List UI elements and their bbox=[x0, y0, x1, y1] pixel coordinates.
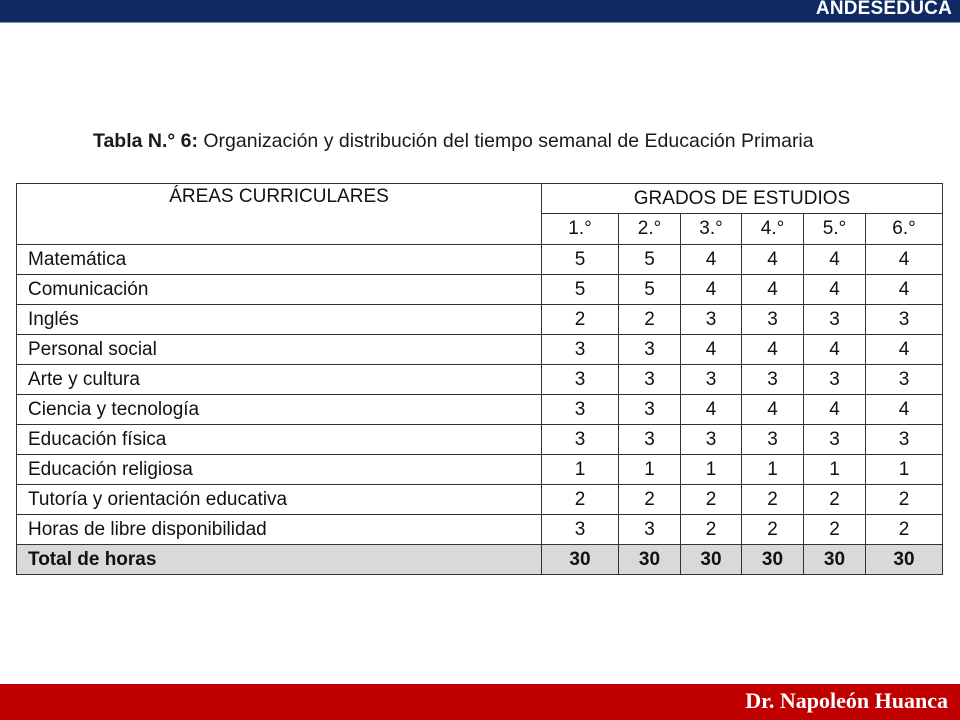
table-row bbox=[17, 395, 943, 425]
grades-header: GRADOS DE ESTUDIOS bbox=[542, 184, 943, 214]
table-row bbox=[17, 485, 943, 515]
hours-cell: 3 bbox=[681, 365, 742, 395]
author-name: Dr. Napoleón Huanca bbox=[745, 688, 948, 713]
header-bar bbox=[0, 0, 960, 23]
total-row bbox=[17, 545, 943, 575]
grade-header: 3.° bbox=[681, 214, 742, 245]
hours-cell: 4 bbox=[742, 395, 804, 425]
total-label: Total de horas bbox=[17, 545, 542, 575]
grade-header: 5.° bbox=[804, 214, 866, 245]
hours-cell: 4 bbox=[804, 395, 866, 425]
area-name: Horas de libre disponibilidad bbox=[17, 515, 542, 545]
hours-cell: 4 bbox=[742, 245, 804, 275]
grade-header: 2.° bbox=[619, 214, 681, 245]
hours-cell: 3 bbox=[804, 305, 866, 335]
hours-cell: 1 bbox=[619, 455, 681, 485]
hours-cell: 3 bbox=[804, 365, 866, 395]
hours-cell: 4 bbox=[681, 245, 742, 275]
hours-cell: 4 bbox=[866, 335, 943, 365]
area-name: Ciencia y tecnología bbox=[17, 395, 542, 425]
hours-cell: 2 bbox=[866, 515, 943, 545]
area-name: Arte y cultura bbox=[17, 365, 542, 395]
table-row bbox=[17, 275, 943, 305]
hours-cell: 3 bbox=[681, 425, 742, 455]
table-row bbox=[17, 455, 943, 485]
hours-cell: 3 bbox=[542, 365, 619, 395]
hours-cell: 3 bbox=[619, 515, 681, 545]
hours-cell: 3 bbox=[681, 305, 742, 335]
table-row bbox=[17, 305, 943, 335]
hours-cell: 2 bbox=[866, 485, 943, 515]
hours-cell: 2 bbox=[619, 305, 681, 335]
grade-header: 6.° bbox=[866, 214, 943, 245]
area-name: Educación religiosa bbox=[17, 455, 542, 485]
hours-cell: 3 bbox=[619, 425, 681, 455]
hours-cell: 2 bbox=[619, 485, 681, 515]
hours-cell: 4 bbox=[866, 275, 943, 305]
hours-cell: 4 bbox=[681, 275, 742, 305]
table-body bbox=[17, 245, 943, 575]
curriculum-table bbox=[16, 183, 943, 575]
hours-cell: 1 bbox=[866, 455, 943, 485]
hours-cell: 3 bbox=[542, 425, 619, 455]
table-row bbox=[17, 515, 943, 545]
grade-header: 1.° bbox=[542, 214, 619, 245]
hours-cell: 5 bbox=[619, 275, 681, 305]
hours-cell: 4 bbox=[681, 395, 742, 425]
hours-cell: 2 bbox=[681, 515, 742, 545]
table-caption bbox=[93, 130, 814, 153]
hours-cell: 3 bbox=[542, 395, 619, 425]
hours-cell: 1 bbox=[742, 455, 804, 485]
hours-cell: 4 bbox=[681, 335, 742, 365]
hours-cell: 4 bbox=[742, 275, 804, 305]
hours-cell: 2 bbox=[542, 485, 619, 515]
hours-cell: 2 bbox=[742, 485, 804, 515]
hours-cell: 4 bbox=[804, 335, 866, 365]
hours-cell: 3 bbox=[866, 365, 943, 395]
areas-header: ÁREAS CURRICULARES bbox=[17, 184, 542, 245]
hours-cell: 2 bbox=[742, 515, 804, 545]
hours-cell: 3 bbox=[742, 425, 804, 455]
caption-text: Organización y distribución del tiempo semanal de Educación Primaria bbox=[197, 130, 814, 152]
hours-cell: 1 bbox=[804, 455, 866, 485]
hours-cell: 3 bbox=[804, 425, 866, 455]
total-hours-cell: 30 bbox=[742, 545, 804, 575]
hours-cell: 5 bbox=[542, 245, 619, 275]
table-row bbox=[17, 245, 943, 275]
hours-cell: 4 bbox=[804, 245, 866, 275]
total-hours-cell: 30 bbox=[619, 545, 681, 575]
table-row bbox=[17, 425, 943, 455]
caption-label: Tabla N.° 6: bbox=[93, 130, 198, 152]
hours-cell: 3 bbox=[619, 335, 681, 365]
hours-cell: 4 bbox=[742, 335, 804, 365]
area-name: Educación física bbox=[17, 425, 542, 455]
table-row bbox=[17, 335, 943, 365]
hours-cell: 4 bbox=[866, 245, 943, 275]
hours-cell: 4 bbox=[804, 275, 866, 305]
area-name: Personal social bbox=[17, 335, 542, 365]
hours-cell: 5 bbox=[619, 245, 681, 275]
total-hours-cell: 30 bbox=[681, 545, 742, 575]
footer-bar bbox=[0, 684, 960, 720]
brand-name: ANDESEDUCA bbox=[815, 0, 952, 19]
hours-cell: 2 bbox=[542, 305, 619, 335]
hours-cell: 2 bbox=[681, 485, 742, 515]
total-hours-cell: 30 bbox=[542, 545, 619, 575]
hours-cell: 1 bbox=[681, 455, 742, 485]
area-name: Comunicación bbox=[17, 275, 542, 305]
area-name: Tutoría y orientación educativa bbox=[17, 485, 542, 515]
table-row bbox=[17, 365, 943, 395]
area-name: Inglés bbox=[17, 305, 542, 335]
hours-cell: 3 bbox=[866, 425, 943, 455]
grade-header: 4.° bbox=[742, 214, 804, 245]
hours-cell: 4 bbox=[866, 395, 943, 425]
hours-cell: 3 bbox=[542, 335, 619, 365]
hours-cell: 3 bbox=[866, 305, 943, 335]
hours-cell: 3 bbox=[542, 515, 619, 545]
hours-cell: 3 bbox=[619, 365, 681, 395]
total-hours-cell: 30 bbox=[804, 545, 866, 575]
hours-cell: 3 bbox=[619, 395, 681, 425]
hours-cell: 2 bbox=[804, 485, 866, 515]
area-name: Matemática bbox=[17, 245, 542, 275]
hours-cell: 2 bbox=[804, 515, 866, 545]
total-hours-cell: 30 bbox=[866, 545, 943, 575]
hours-cell: 3 bbox=[742, 305, 804, 335]
hours-cell: 1 bbox=[542, 455, 619, 485]
hours-cell: 5 bbox=[542, 275, 619, 305]
hours-cell: 3 bbox=[742, 365, 804, 395]
